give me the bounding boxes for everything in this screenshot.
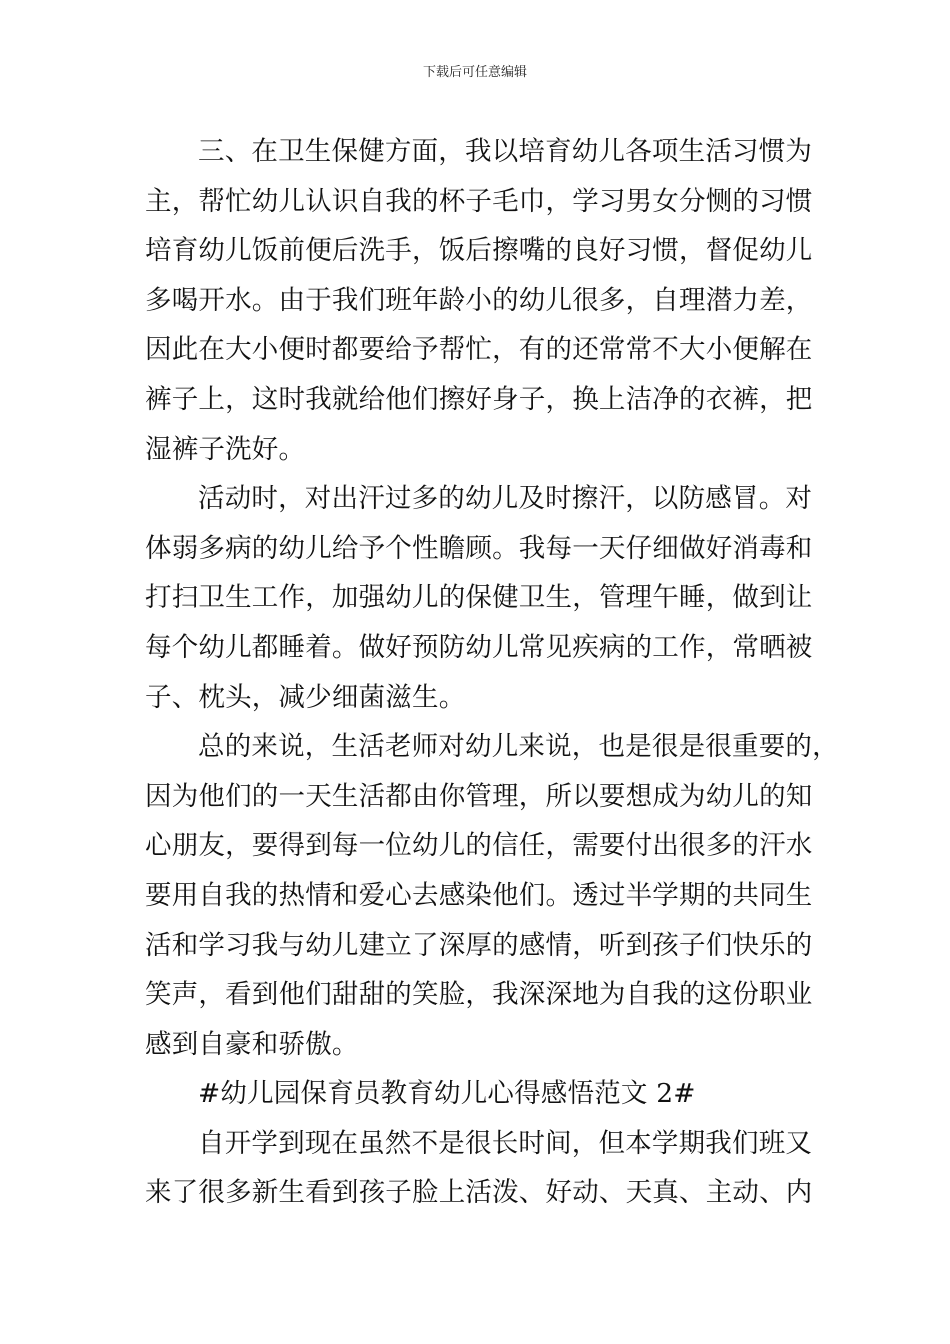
text-line-16: 要用自我的热情和爱心去感染他们。透过半学期的共同生 xyxy=(145,879,813,911)
text-line-10: 打扫卫生工作，加强幼儿的保健卫生，管理午睡，做到让 xyxy=(145,582,813,614)
text-line-13: 总的来说，生活老师对幼儿来说，也是很是很重要的， xyxy=(198,731,839,763)
section-heading: #幼儿园保育员教育幼儿心得感悟范文 2# xyxy=(198,1078,696,1110)
text-line-3: 培育幼儿饭前便后洗手，饭后擦嘴的良好习惯，督促幼儿 xyxy=(145,235,813,267)
text-line-15: 心朋友，要得到每一位幼儿的信任，需要付出很多的汗水 xyxy=(145,830,813,862)
text-line-12: 子、枕头，减少细菌滋生。 xyxy=(145,681,466,713)
text-line-22: 来了很多新生看到孩子脸上活泼、好动、天真、主动、内 xyxy=(145,1177,813,1209)
page-header-note: 下载后可任意编辑 xyxy=(422,65,527,80)
text-line-18: 笑声，看到他们甜甜的笑脸，我深深地为自我的这份职业 xyxy=(145,979,813,1011)
text-line-7: 湿裤子洗好。 xyxy=(145,433,306,465)
text-line-4: 多喝开水。由于我们班年龄小的幼儿很多，自理潜力差， xyxy=(145,284,813,316)
text-line-1: 三、在卫生保健方面，我以培育幼儿各项生活习惯为 xyxy=(198,136,813,167)
text-line-21: 自开学到现在虽然不是很长时间，但本学期我们班又 xyxy=(198,1127,813,1159)
text-line-6: 裤子上，这时我就给他们擦好身子，换上洁净的衣裤，把 xyxy=(145,383,813,415)
text-line-8: 活动时，对出汗过多的幼儿及时擦汗，以防感冒。对 xyxy=(198,483,813,515)
text-line-11: 每个幼儿都睡着。做好预防幼儿常见疾病的工作，常晒被 xyxy=(145,631,813,663)
text-line-5: 因此在大小便时都要给予帮忙，有的还常常不大小便解在 xyxy=(145,334,813,366)
text-line-14: 因为他们的一天生活都由你管理，所以要想成为幼儿的知 xyxy=(145,780,813,812)
text-line-9: 体弱多病的幼儿给予个性瞻顾。我每一天仔细做好消毒和 xyxy=(145,532,813,564)
text-line-19: 感到自豪和骄傲。 xyxy=(145,1028,359,1060)
text-line-17: 活和学习我与幼儿建立了深厚的感情，听到孩子们快乐的 xyxy=(145,929,813,961)
text-line-2: 主，帮忙幼儿认识自我的杯子毛巾，学习男女分恻的习惯 xyxy=(145,185,813,217)
document-body xyxy=(145,127,839,1218)
